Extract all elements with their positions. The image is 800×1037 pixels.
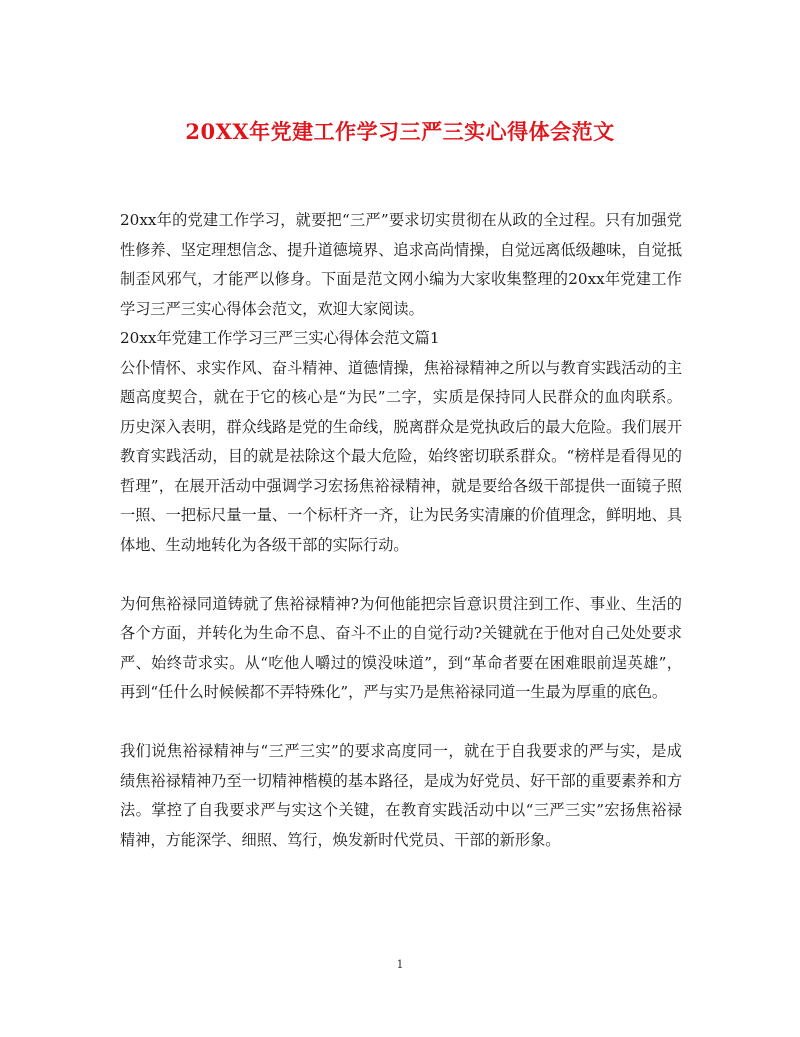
section-heading: 20xx年党建工作学习三严三实心得体会范文篇1 xyxy=(120,329,440,347)
body-paragraph-3: 我们说焦裕禄精神与“三严三实”的要求高度同一，就在于自我要求的严与实，是成绩焦裕禄精神乃至一切精神楷模的基本路径，是成为好党员、好干部的重要素养和方法。掌控了自我要求严与实这个关键，在教育实践活动中以“三严三实”宏扬焦裕禄精神，方能深学、细照、笃行，焕发新时代党员、干部的新形象。 xyxy=(120,742,682,849)
body-paragraph-2: 为何焦裕禄同道铸就了焦裕禄精神?为何他能把宗旨意识贯注到工作、事业、生活的各个方面，并转化为生命不息、奋斗不止的自觉行动?关键就在于他对自己处处要求严、始终苛求实。从“吃他人嚼过的馍没味道”，到“革命者要在困难眼前逞英雄”，再到“任什么时候候都不弄特殊化”，严与实乃是焦裕禄同道一生最为厚重的底色。 xyxy=(120,594,682,701)
document-title: 20XX年党建工作学习三严三实心得体会范文 xyxy=(185,119,615,144)
body-paragraph-1: 公仆情怀、求实作风、奋斗精神、道德情操，焦裕禄精神之所以与教育实践活动的主题高度契合，就在于它的核心是“为民”二字，实质是保持同人民群众的血肉联系。历史深入表明，群众线路是党的生命线，脱离群众是党执政后的最大危险。我们展开教育实践活动，目的就是祛除这个最大危险，始终密切联系群众。“榜样是看得见的哲理”，在展开活动中强调学习宏扬焦裕禄精神，就是要给各级干部提供一面镜子照一照、一把标尺量一量、一个标杆齐一齐，让为民务实清廉的价值理念，鲜明地、具体地、生动地转化为各级干部的实际行动。 xyxy=(120,358,682,554)
page-number: 1 xyxy=(396,958,404,971)
intro-paragraph: 20xx年的党建工作学习，就要把“三严”要求切实贯彻在从政的全过程。只有加强党性修养、坚定理想信念、提升道德境界、追求高尚情操，自觉远离低级趣味，自觉抵制歪风邪气，才能严以修身。下面是范文网小编为大家收集整理的20xx年党建工作学习三严三实心得体会范文，欢迎大家阅读。 xyxy=(120,211,682,318)
document-body xyxy=(120,206,682,855)
